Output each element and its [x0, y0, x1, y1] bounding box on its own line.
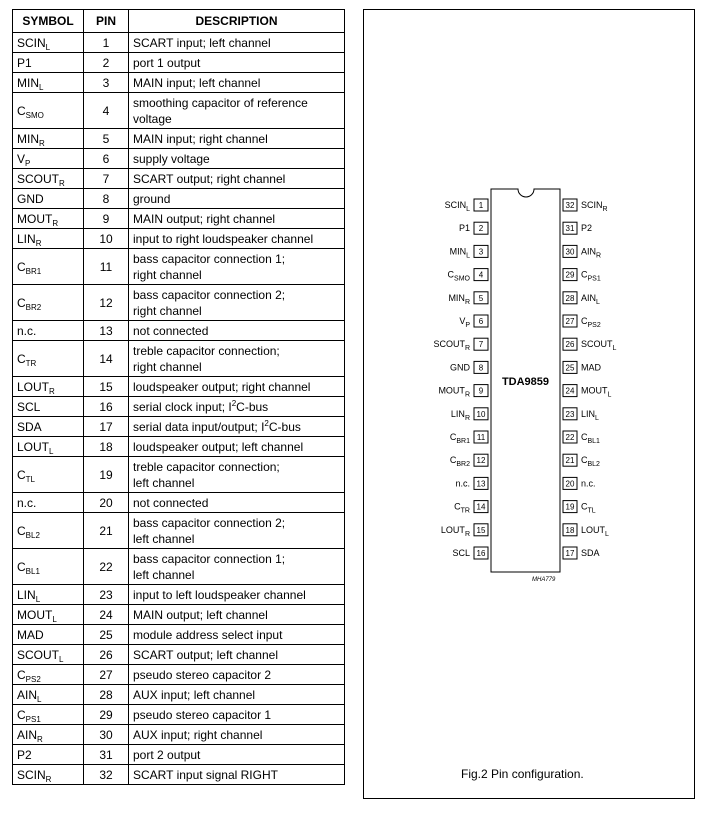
- pin-description-line: ground: [133, 191, 171, 206]
- pin-symbol-subscript: R: [39, 138, 45, 148]
- pin-symbol: $LIN_L$: [13, 585, 84, 605]
- pin-symbol-subscript: L: [35, 594, 41, 604]
- pin-number-label: 15: [476, 525, 486, 535]
- pin-number-label: 27: [565, 317, 575, 326]
- pin-number: 20: [84, 493, 129, 513]
- pin-number: 5: [84, 129, 129, 149]
- pin-description-line: not connected: [133, 323, 209, 338]
- pin-symbol-subscript: BR1: [25, 266, 42, 276]
- pin-description: [129, 705, 345, 725]
- pin-symbol: $MOUT_L$: [13, 605, 84, 625]
- pin-description: [129, 745, 345, 765]
- table-row: [13, 33, 345, 53]
- pin-label: $C_{TR}$: [454, 501, 470, 515]
- pin-description: [129, 209, 345, 229]
- pin-description: [129, 169, 345, 189]
- pin-description-line: MAIN input; right channel: [133, 131, 268, 146]
- pin-number: 2: [84, 53, 129, 73]
- pin-description-line: MAIN input; left channel: [133, 75, 261, 90]
- pin-description-line: port 2 output: [133, 747, 201, 762]
- pin-description: [129, 605, 345, 625]
- table-row: [13, 189, 345, 209]
- pin-label: n.c.: [455, 478, 470, 489]
- table-row: [13, 725, 345, 745]
- pin-symbol: $MIN_R$: [13, 129, 84, 149]
- pin-description-line: MAIN output; left channel: [133, 607, 268, 622]
- pin-symbol: $C_{BR1}$: [13, 249, 84, 285]
- table-row: [13, 73, 345, 93]
- pin-number-label: 2: [478, 224, 484, 234]
- table-row: [13, 437, 345, 457]
- pin-number-label: 32: [565, 201, 575, 210]
- pin-symbol-subscript: BR2: [25, 302, 42, 312]
- pin-description: [129, 321, 345, 341]
- pin-symbol: n.c.: [13, 493, 84, 513]
- pin-symbol: n.c.: [13, 321, 84, 341]
- pin-label: n.c.: [581, 478, 596, 489]
- pin-number: 8: [84, 189, 129, 209]
- pin-description: [129, 129, 345, 149]
- pin-description: [129, 725, 345, 745]
- pin-symbol-subscript: PS1: [25, 714, 41, 724]
- pin-symbol: $SCIN_R$: [13, 765, 84, 785]
- pin-symbol-subscript: BL2: [25, 530, 40, 540]
- pin-label: $C_{BR1}$: [449, 432, 470, 445]
- pin-symbol: $LOUT_R$: [13, 377, 84, 397]
- pin-number-label: 14: [476, 502, 486, 512]
- pin-number: 23: [84, 585, 129, 605]
- pin-number-label: 23: [565, 409, 575, 419]
- pin-number: 14: [84, 341, 129, 377]
- table-row: [13, 129, 345, 149]
- pin-number-label: 26: [565, 340, 575, 350]
- pin-configuration-figure: [363, 9, 695, 799]
- pin-label: $LOUT_L$: [581, 524, 609, 538]
- pin-description: [129, 437, 345, 457]
- pin-symbol-subscript: L: [37, 694, 42, 704]
- pin-description: [129, 665, 345, 685]
- pin-description-line: module address select input: [133, 627, 283, 642]
- pin-description: [129, 397, 345, 417]
- pin-label: $LOUT_R$: [440, 524, 470, 538]
- pin-symbol-subscript: R: [52, 218, 59, 228]
- pin-symbol: $MIN_L$: [13, 73, 84, 93]
- pin-number-label: 20: [565, 479, 575, 489]
- pin-number-label: 16: [476, 549, 486, 558]
- pin-label: SCL: [452, 548, 470, 558]
- pin-symbol-subscript: L: [45, 42, 51, 52]
- pin-description-line: bass capacitor connection 1;: [133, 551, 286, 566]
- pin-symbol: $V_P$: [13, 149, 84, 169]
- pin-number-label: 22: [565, 433, 575, 442]
- pin-description-line: right channel: [133, 267, 202, 282]
- pin-number-label: 4: [478, 270, 484, 280]
- table-row: [13, 229, 345, 249]
- pin-description: [129, 33, 345, 53]
- pin-description-line: bass capacitor connection 2;: [133, 287, 286, 302]
- figure-caption: Fig.2 Pin configuration.: [461, 767, 584, 781]
- pin-number: 10: [84, 229, 129, 249]
- pin-description-line: MAIN output; right channel: [133, 211, 276, 226]
- pin-symbol: $SCOUT_L$: [13, 645, 84, 665]
- table-row: [13, 169, 345, 189]
- chip-name: TDA9859: [501, 376, 550, 388]
- pin-number-label: 17: [565, 549, 575, 558]
- pin-symbol: GND: [13, 189, 84, 209]
- pin-label: $C_{BL1}$: [581, 432, 600, 445]
- pin-number: 7: [84, 169, 129, 189]
- pin-description-line: bass capacitor connection 2;: [133, 515, 286, 530]
- description-header: DESCRIPTION: [129, 10, 345, 33]
- pin-symbol: $SCOUT_R$: [13, 169, 84, 189]
- pin-description-table: [12, 9, 345, 785]
- pin-number-label: 24: [565, 386, 575, 396]
- pin-symbol-subscript: R: [35, 238, 42, 248]
- pin-number: 3: [84, 73, 129, 93]
- pin-description: [129, 229, 345, 249]
- pin-number-label: 21: [565, 456, 575, 466]
- table-row: [13, 397, 345, 417]
- pin-label: MAD: [581, 362, 601, 373]
- pin-number-label: 12: [476, 456, 486, 466]
- pin-number: 9: [84, 209, 129, 229]
- table-row: [13, 149, 345, 169]
- table-row: [13, 605, 345, 625]
- pin-symbol: $C_{PS1}$: [13, 705, 84, 725]
- pin-description: [129, 73, 345, 93]
- pin-number-label: 25: [565, 363, 575, 373]
- pin-label: $C_{SMO}$: [447, 269, 470, 283]
- pin-description-line: AUX input; right channel: [133, 727, 263, 742]
- table-body: [13, 33, 345, 785]
- document-code: MHA779: [532, 577, 556, 583]
- pin-description: [129, 149, 345, 169]
- table-row: [13, 53, 345, 73]
- pin-symbol-subscript: BL1: [25, 566, 40, 576]
- pin-number: 19: [84, 457, 129, 493]
- pin-symbol: P2: [13, 745, 84, 765]
- pin-description: [129, 457, 345, 493]
- pin-number: 15: [84, 377, 129, 397]
- pin-symbol: $C_{SMO}$: [13, 93, 84, 129]
- pin-description: [129, 685, 345, 705]
- pin-description-line: left channel: [133, 531, 195, 546]
- pin-label: GND: [450, 362, 470, 373]
- pin-label: SDA: [581, 548, 600, 558]
- table-row: [13, 417, 345, 437]
- pin-symbol: $SCIN_L$: [13, 33, 84, 53]
- pin-number-label: 28: [565, 293, 575, 303]
- pin-symbol: $MOUT_R$: [13, 209, 84, 229]
- pin-symbol-subscript: TL: [25, 474, 36, 484]
- pin-label: $SCIN_R$: [581, 200, 608, 213]
- pin-symbol-subscript: SMO: [25, 110, 44, 120]
- pin-symbol: $AIN_R$: [13, 725, 84, 745]
- pin-label: P1: [458, 223, 470, 234]
- pin-label: $MOUT_R$: [438, 385, 470, 399]
- pin-label: $LIN_R$: [450, 408, 470, 422]
- table-row: [13, 765, 345, 785]
- pin-symbol-subscript: TR: [25, 358, 37, 368]
- pin-number: 4: [84, 93, 129, 129]
- pin-symbol: SDA: [13, 417, 84, 437]
- pin-description-line: pseudo stereo capacitor 1: [133, 707, 272, 722]
- pin-symbol-subscript: L: [52, 614, 57, 624]
- pin-symbol-subscript: R: [49, 386, 55, 396]
- pin-description: [129, 53, 345, 73]
- pin-symbol: $C_{BR2}$: [13, 285, 84, 321]
- pin-number-label: 10: [476, 409, 486, 419]
- table-row: [13, 585, 345, 605]
- pin-description: [129, 549, 345, 585]
- pin-label: $LIN_L$: [581, 408, 599, 422]
- pin-number-label: 30: [565, 247, 575, 257]
- pin-description-line: pseudo stereo capacitor 2: [133, 667, 272, 682]
- pin-label: P2: [581, 223, 593, 234]
- pin-description-line: serial data input/output; $I^2C$-bus: [133, 418, 301, 434]
- pin-description: [129, 585, 345, 605]
- pin-number-label: 7: [478, 340, 484, 350]
- pin-number: 13: [84, 321, 129, 341]
- pin-number: 11: [84, 249, 129, 285]
- pin-number: 31: [84, 745, 129, 765]
- pin-label: $C_{PS2}$: [581, 316, 601, 329]
- table-row: [13, 549, 345, 585]
- pin-number: 26: [84, 645, 129, 665]
- pin-description-line: input to right loudspeaker channel: [133, 231, 314, 246]
- pin-number: 6: [84, 149, 129, 169]
- pin-description: [129, 377, 345, 397]
- pin-description: [129, 189, 345, 209]
- table-row: [13, 249, 345, 285]
- pin-number-label: 19: [565, 502, 575, 512]
- pin-label: $C_{TL}$: [581, 501, 596, 515]
- table-row: [13, 645, 345, 665]
- pin-label: $AIN_R$: [581, 246, 602, 260]
- pin-description: [129, 625, 345, 645]
- table-row: [13, 341, 345, 377]
- pin-description: [129, 341, 345, 377]
- table-header-row: [13, 10, 345, 33]
- pin-number-label: 9: [478, 386, 484, 396]
- pin-description: [129, 93, 345, 129]
- table-row: [13, 493, 345, 513]
- table-row: [13, 321, 345, 341]
- pin-number: 29: [84, 705, 129, 725]
- pin-label: $MOUT_L$: [581, 385, 612, 399]
- pin-description-line: right channel: [133, 303, 202, 318]
- pin-symbol-subscript: L: [49, 446, 54, 456]
- pin-label: $SCOUT_L$: [581, 339, 617, 353]
- pin-symbol: $C_{PS2}$: [13, 665, 84, 685]
- pin-description-line: left channel: [133, 475, 195, 490]
- pin-description-line: left channel: [133, 567, 195, 582]
- pin-description-line: smoothing capacitor of reference: [133, 95, 308, 110]
- pin-number: 28: [84, 685, 129, 705]
- pin-symbol-subscript: L: [59, 654, 64, 664]
- pin-symbol: $LOUT_L$: [13, 437, 84, 457]
- pin-symbol: $C_{TL}$: [13, 457, 84, 493]
- pin-label: $C_{PS1}$: [581, 269, 601, 283]
- pin-description: [129, 765, 345, 785]
- pin-description-line: right channel: [133, 359, 202, 374]
- pin-description-line: SCART input; left channel: [133, 35, 271, 50]
- pin-number: 32: [84, 765, 129, 785]
- pin-description-line: loudspeaker output; left channel: [133, 439, 304, 454]
- pin-description: [129, 285, 345, 321]
- pin-number-label: 6: [478, 317, 484, 326]
- pin-description-line: voltage: [133, 111, 172, 126]
- pin-symbol-subscript: L: [39, 82, 44, 92]
- table-row: [13, 685, 345, 705]
- pin-symbol-subscript: P: [25, 158, 31, 168]
- pin-label: $AIN_L$: [581, 292, 600, 306]
- pin-label: $V_P$: [459, 316, 470, 329]
- pin-description-line: input to left loudspeaker channel: [133, 587, 306, 602]
- pin-label: $C_{BL2}$: [581, 455, 600, 469]
- pin-number-label: 18: [565, 525, 575, 535]
- pin-header: PIN: [84, 10, 129, 33]
- pin-description: [129, 645, 345, 665]
- pin-number: 18: [84, 437, 129, 457]
- pin-label: $MIN_R$: [448, 292, 470, 306]
- pin-symbol-subscript: R: [37, 734, 43, 744]
- pin-symbol: $C_{TR}$: [13, 341, 84, 377]
- pin-description-line: SCART output; left channel: [133, 647, 278, 662]
- pin-number-label: 1: [478, 201, 484, 210]
- pin-label: $SCOUT_R$: [433, 339, 470, 353]
- pin-description: [129, 249, 345, 285]
- pin-description-line: treble capacitor connection;: [133, 459, 280, 474]
- table-row: [13, 209, 345, 229]
- pin-description: [129, 417, 345, 437]
- pin-number-label: 13: [476, 479, 486, 489]
- pin-number: 1: [84, 33, 129, 53]
- pin-label: $C_{BR2}$: [449, 455, 470, 469]
- pin-number-label: 5: [478, 293, 484, 303]
- pin-description-line: loudspeaker output; right channel: [133, 379, 311, 394]
- table-row: [13, 625, 345, 645]
- pin-description-line: serial clock input; $I^2C$-bus: [133, 398, 269, 414]
- pin-description-line: AUX input; left channel: [133, 687, 256, 702]
- pin-symbol: $AIN_L$: [13, 685, 84, 705]
- pin-number-label: 31: [565, 224, 575, 234]
- pin-number: 25: [84, 625, 129, 645]
- pin-number-label: 29: [565, 270, 575, 280]
- pin-symbol-subscript: R: [45, 774, 52, 784]
- pin-number-label: 3: [478, 247, 484, 257]
- pin-number-label: 8: [478, 363, 484, 373]
- pin-description: [129, 513, 345, 549]
- pin-symbol-subscript: R: [59, 178, 65, 188]
- pin-number: 16: [84, 397, 129, 417]
- pin-symbol: P1: [13, 53, 84, 73]
- table-row: [13, 285, 345, 321]
- pin-diagram: [364, 10, 694, 798]
- pin-description: [129, 493, 345, 513]
- pin-symbol: $C_{BL2}$: [13, 513, 84, 549]
- table-row: [13, 665, 345, 685]
- pin-number: 17: [84, 417, 129, 437]
- pin-symbol: $LIN_R$: [13, 229, 84, 249]
- pin-description-line: not connected: [133, 495, 209, 510]
- pin-symbol: MAD: [13, 625, 84, 645]
- pin-label: $MIN_L$: [449, 246, 470, 260]
- pin-description-line: SCART output; right channel: [133, 171, 286, 186]
- table-row: [13, 457, 345, 493]
- symbol-header: SYMBOL: [13, 10, 84, 33]
- pin-description-line: supply voltage: [133, 151, 210, 166]
- pin-number: 24: [84, 605, 129, 625]
- pin-number: 21: [84, 513, 129, 549]
- table-row: [13, 745, 345, 765]
- table-row: [13, 93, 345, 129]
- table-row: [13, 705, 345, 725]
- pin-number: 30: [84, 725, 129, 745]
- pin-label: $SCIN_L$: [444, 200, 470, 213]
- pin-symbol-subscript: PS2: [25, 674, 41, 684]
- pin-symbol: $C_{BL1}$: [13, 549, 84, 585]
- pin-number-label: 11: [476, 433, 486, 442]
- pin-description-line: SCART input signal RIGHT: [133, 767, 278, 782]
- pin-number: 22: [84, 549, 129, 585]
- pin-symbol: SCL: [13, 397, 84, 417]
- pin-description-line: treble capacitor connection;: [133, 343, 280, 358]
- pin-description-line: port 1 output: [133, 55, 201, 70]
- pin-number: 12: [84, 285, 129, 321]
- table-row: [13, 377, 345, 397]
- pin-number: 27: [84, 665, 129, 685]
- pin-description-line: bass capacitor connection 1;: [133, 251, 286, 266]
- table-row: [13, 513, 345, 549]
